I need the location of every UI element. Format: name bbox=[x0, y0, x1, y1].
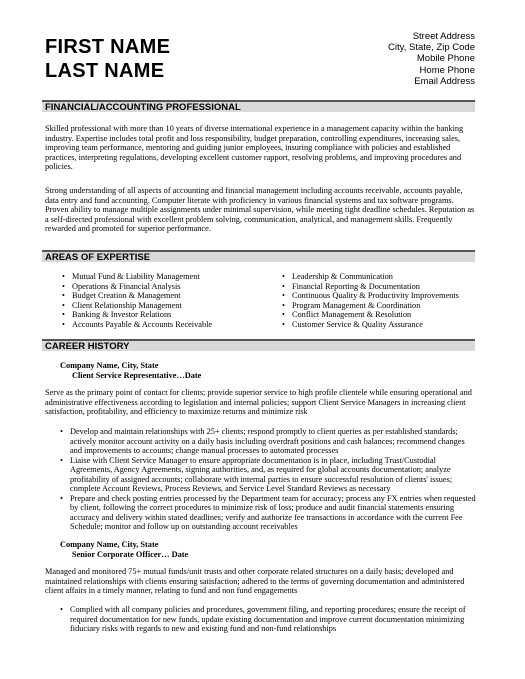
bullet-icon: • bbox=[62, 291, 65, 300]
summary-paragraph-2: Strong understanding of all aspects of accounting and financial management including accounts receivable, accounts payable, data entry and fund accounting. Computer literate with proficiency in various financial systems and tax software programs. Proven ability to manage multiple assignments under minimal supervision, while meeting tight deadline schedules. Reputation as a self-directed professional with excellent problem solving, communication, analytical, and management skills. Frequently rewarded and promoted for superior performance. bbox=[45, 186, 475, 233]
summary-paragraph-1: Skilled professional with more than 10 years of diverse international experience in a management capacity within the banking industry. Expertise includes total profit and loss responsibility, budget preparation, controlling expenditures, increasing sales, improving team performance, mentoring and guiding junior employees, insuring compliance with policies and established practices, interpreting regulations, developing excellent customer rapport, resolving problems, and improving procedures and policies. bbox=[45, 124, 464, 171]
contact-block bbox=[275, 31, 475, 87]
list-item: • Prepare and check posting entries processed by the Department team for accuracy; process any FX entries when requested by client, following the correct procedures to minimize risk of loss; produce and audit financial statements ensuring accuracy and delivery within stated deadlines; verify and authorize fee transactions in accordance with the current Fee Schedule; monitor and follow up on outstanding account receivables bbox=[60, 493, 476, 531]
job-header-1 bbox=[60, 361, 201, 380]
bullet-icon: • bbox=[62, 281, 65, 291]
summary-heading: FINANCIAL/ACCOUNTING PROFESSIONAL bbox=[42, 100, 475, 112]
expertise-column-left bbox=[62, 272, 212, 329]
name-block bbox=[45, 35, 170, 83]
expertise-column-right bbox=[282, 272, 459, 329]
list-item: • Financial Reporting & Documentation bbox=[282, 281, 420, 291]
list-item: • Budget Creation & Management bbox=[62, 291, 181, 300]
bullet-icon: • bbox=[60, 605, 63, 614]
bullet-icon: • bbox=[282, 310, 285, 319]
list-item: • Customer Service & Quality Assurance bbox=[282, 319, 423, 329]
list-item: • Complied with all company policies and procedures, government filing, and reporting procedures; ensure the receipt of required documentation for new funds, update existing documentation and improve current documentation minimizing fiduciary risks with regards to new and existing fund and non-fund relationships bbox=[60, 605, 466, 633]
job-description-1: Serve as the primary point of contact for clients; provide superior service to high profile clientele while ensuring operational and administrative effectiveness according to legislation and internal policies; support Client Service Managers in increasing client satisfaction, profitability, and efficiency to maximize returns and minimize risk bbox=[45, 388, 472, 416]
job-header-2 bbox=[60, 540, 188, 559]
city-state-zip: City, State, Zip Code bbox=[388, 42, 475, 54]
company-name: Company Name, City, State bbox=[60, 540, 159, 549]
bullet-icon: • bbox=[282, 300, 285, 310]
bullet-icon: • bbox=[62, 300, 65, 310]
bullet-icon: • bbox=[62, 272, 65, 281]
first-name: FIRST NAME bbox=[45, 36, 171, 58]
list-item: • Conflict Management & Resolution bbox=[282, 310, 412, 319]
last-name: LAST NAME bbox=[45, 60, 165, 82]
career-heading: CAREER HISTORY bbox=[42, 339, 475, 351]
list-item: • Accounts Payable & Accounts Receivable bbox=[62, 319, 213, 329]
bullet-icon: • bbox=[62, 310, 65, 319]
job-bullets-1 bbox=[60, 427, 478, 532]
mobile-phone: Mobile Phone bbox=[416, 53, 475, 65]
bullet-icon: • bbox=[282, 272, 285, 281]
bullet-icon: • bbox=[282, 281, 285, 291]
list-item: • Mutual Fund & Liability Management bbox=[62, 272, 200, 281]
job-title: Client Service Representative…Date bbox=[72, 370, 202, 380]
job-description-2: Managed and monitored 75+ mutual funds/unit trusts and other corporate related structures on a daily basis; developed and maintained relationships with clients ensuring satisfaction; adhered to the terms of governing documentation and administered client affairs in a timely manner, relating to fund and non fund engagements bbox=[45, 567, 465, 595]
list-item: • Program Management & Coordination bbox=[282, 300, 421, 310]
bullet-icon: • bbox=[282, 319, 285, 329]
expertise-heading: AREAS OF EXPERTISE bbox=[42, 250, 475, 262]
bullet-icon: • bbox=[60, 427, 63, 436]
list-item: • Operations & Financial Analysis bbox=[62, 281, 181, 291]
bullet-icon: • bbox=[60, 493, 63, 503]
list-item: • Client Relationship Management bbox=[62, 300, 182, 310]
list-item: • Leadership & Communication bbox=[282, 272, 393, 281]
job-title: Senior Corporate Officer… Date bbox=[72, 549, 189, 559]
list-item: • Banking & Investor Relations bbox=[62, 310, 172, 319]
list-item: • Continuous Quality & Productivity Improvements bbox=[282, 291, 459, 300]
home-phone: Home Phone bbox=[419, 64, 475, 76]
list-item: • Develop and maintain relationships with 25+ clients; respond promptly to client queries as per established standards; actively monitor account activity on a daily basis including overdraft positions and cash balances; recommend changes and improvements to accounts; change manual processes to automated processes bbox=[60, 427, 465, 455]
bullet-icon: • bbox=[62, 319, 65, 329]
company-name: Company Name, City, State bbox=[60, 361, 159, 370]
bullet-icon: • bbox=[282, 291, 285, 300]
job-bullets-2 bbox=[60, 605, 478, 634]
list-item: • Liaise with Client Service Manager to ensure appropriate documentation is in place, including Trust/Custodial Agreements, Agency Agreements, signing authorities, and, as required for global accounts documentation; analyze profitability of assigned accounts; collaborate with internal parties to ensure successful resolution of clients' issues; complete Account Reviews, Process Reviews, and Service Level Standard Reviews as necessary bbox=[60, 455, 453, 493]
bullet-icon: • bbox=[60, 455, 63, 465]
street-address: Street Address bbox=[412, 31, 475, 42]
email-address: Email Address bbox=[414, 75, 475, 87]
